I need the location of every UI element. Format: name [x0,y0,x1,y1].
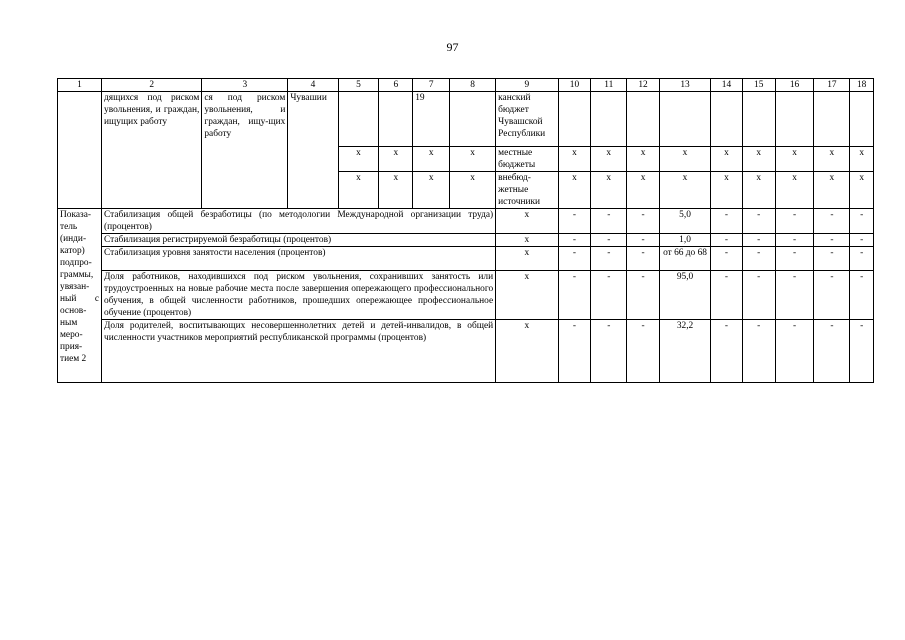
cell [659,92,710,147]
col-header: 18 [850,79,874,92]
indicator-name: Стабилизация общей безработицы (по методологии Международной организации труда) (процентов) [102,209,496,234]
col-header: 10 [558,79,591,92]
col-header: 13 [659,79,710,92]
mark-cell: x [711,172,743,209]
mark-cell: x [659,147,710,172]
mark-cell: x [850,147,874,172]
mark-cell: x [379,172,413,209]
value-cell: - [591,234,627,247]
col-header: 14 [711,79,743,92]
mark-cell: x [413,172,450,209]
col-header: 12 [627,79,660,92]
value-cell: - [558,209,591,234]
mark-cell: x [558,147,591,172]
cell [711,92,743,147]
funding-source-cell: канский бюджет Чувашской Республики [496,92,558,147]
value-cell: - [775,234,814,247]
value-cell: x [496,320,558,383]
program-table [57,78,874,383]
value-cell: - [627,209,660,234]
col-header: 6 [379,79,413,92]
mark-cell: x [775,147,814,172]
value-cell: - [591,209,627,234]
mark-cell: x [338,172,379,209]
indicator-row [58,234,874,247]
mark-cell: x [627,172,660,209]
target-value: 95,0 [659,271,710,320]
cell [850,92,874,147]
value-cell: - [627,234,660,247]
mark-cell: x [742,147,775,172]
indicator-name: Доля родителей, воспитывающих несовершеннолетних детей и детей-инвалидов, в общей численности участников мероприятий республиканской программы (процентов) [102,320,496,383]
cell [379,92,413,147]
cell [742,92,775,147]
value-cell: - [711,320,743,383]
col-header: 17 [814,79,850,92]
page-number: 97 [446,40,459,54]
mark-cell: x [591,147,627,172]
value-cell: - [627,247,660,271]
value-cell: - [775,247,814,271]
value-cell: - [775,209,814,234]
target-value: 1,0 [659,234,710,247]
indicator-name: Стабилизация регистрируемой безработицы (процентов) [102,234,496,247]
mark-cell: x [450,147,496,172]
col-header: 5 [338,79,379,92]
value-cell: - [775,320,814,383]
value-cell: - [711,234,743,247]
value-cell: - [775,271,814,320]
target-value: от 66 до 68 [659,247,710,271]
value-cell: - [850,247,874,271]
value-cell: - [850,209,874,234]
mark-cell: x [850,172,874,209]
value-cell: - [558,247,591,271]
value-cell: - [591,247,627,271]
funding-row-republican [58,92,874,147]
col-header: 4 [288,79,338,92]
value-cell: x [496,271,558,320]
col-header: 16 [775,79,814,92]
value-cell: - [814,271,850,320]
value-cell: - [591,271,627,320]
target-value: 32,2 [659,320,710,383]
value-cell: x [496,234,558,247]
value-cell: - [711,209,743,234]
indicator-row [58,271,874,320]
cell [627,92,660,147]
value-cell: - [558,234,591,247]
cell [775,92,814,147]
col-header: 9 [496,79,558,92]
indicator-label: Показа-тель (инди-катор) подпро-граммы, увязан-ный с основ-ным меро-прия-тием 2 [58,209,102,383]
region-cell: Чувашии [288,92,338,209]
cell [338,92,379,147]
indicator-name: Доля работников, находившихся под риском увольнения, сохранивших занятость или трудоустроенных на новые рабочие места после завершения опережающего профессионального обучения, в общей численности работников, прошедших опережающее профессиональное обучение (процентов) [102,271,496,320]
value-cell: - [742,247,775,271]
col-header: 3 [202,79,288,92]
value-cell: - [814,320,850,383]
mark-cell: x [814,147,850,172]
value-cell: - [742,209,775,234]
mark-cell: x [775,172,814,209]
value-cell: - [711,247,743,271]
target-group-cell: ся под риском увольнения, и граждан, ищу-щих работу [202,92,288,209]
mark-cell: x [659,172,710,209]
col-header: 2 [102,79,202,92]
empty-cell [58,92,102,209]
value-cell: - [814,234,850,247]
value-cell: - [627,271,660,320]
cell [814,92,850,147]
indicator-row [58,209,874,234]
mark-cell: x [591,172,627,209]
mark-cell: x [413,147,450,172]
mark-cell: x [558,172,591,209]
value-cell: - [591,320,627,383]
value-cell: - [850,320,874,383]
mark-cell: x [450,172,496,209]
mark-cell: x [627,147,660,172]
value-cell: - [850,271,874,320]
indicator-row [58,247,874,271]
col-header: 1 [58,79,102,92]
mark-cell: x [379,147,413,172]
col-header: 8 [450,79,496,92]
indicator-row [58,320,874,383]
col-header: 7 [413,79,450,92]
column-number-row [58,79,874,92]
value-cell: - [742,320,775,383]
target-value: 5,0 [659,209,710,234]
value-cell: - [814,247,850,271]
mark-cell: x [814,172,850,209]
value-cell: - [814,209,850,234]
mark-cell: x [711,147,743,172]
value-cell: - [558,320,591,383]
participant-cell: дящихся под риском увольнения, и граждан, ищущих работу [102,92,202,209]
value-cell: - [558,271,591,320]
value-cell: x [496,247,558,271]
col-header: 11 [591,79,627,92]
cell [558,92,591,147]
code-cell: 19 [413,92,450,147]
value-cell: - [742,271,775,320]
value-cell: - [627,320,660,383]
funding-source-cell: внебюд-жетные источники [496,172,558,209]
col-header: 15 [742,79,775,92]
value-cell: x [496,209,558,234]
mark-cell: x [338,147,379,172]
value-cell: - [742,234,775,247]
value-cell: - [711,271,743,320]
cell [450,92,496,147]
funding-source-cell: местные бюджеты [496,147,558,172]
indicator-name: Стабилизация уровня занятости населения (процентов) [102,247,496,271]
mark-cell: x [742,172,775,209]
cell [591,92,627,147]
value-cell: - [850,234,874,247]
